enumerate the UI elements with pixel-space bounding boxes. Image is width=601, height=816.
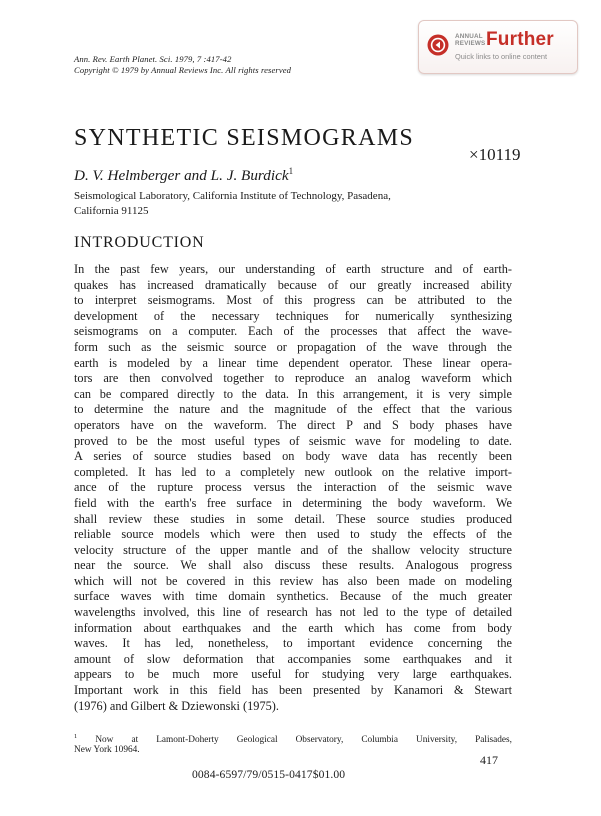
body-text-line: amount of slow deformation that accompanies some earthquakes and it xyxy=(74,651,512,666)
author-footnote-mark: 1 xyxy=(288,166,294,176)
body-text-line: operators have on the waveform. The direct P and S body phases have xyxy=(74,417,512,432)
banner-subtitle: Quick links to online content xyxy=(455,52,548,61)
reference-code: ×10119 xyxy=(469,145,521,164)
affiliation-line: Seismological Laboratory, California Institute of Technology, Pasadena, xyxy=(74,190,391,202)
body-text-line: reliable source models which were then used to study the effects of the xyxy=(74,527,512,542)
body-text-line: velocity structure of the upper mantle and of the shallow velocity structure xyxy=(74,542,512,557)
body-text-line: tors are then convolved together to reproduce an analog waveform which xyxy=(74,371,512,386)
body-text-line: earth is modeled by a linear time dependent operator. These linear opera- xyxy=(74,355,512,370)
body-text-line: near the source. We shall also discuss these results. Analogous progress xyxy=(74,558,512,573)
body-text-line: surface waves with time domain synthetics. Because of the much greater xyxy=(74,589,512,604)
body-text-line: development of the necessary techniques for numerically synthesizing xyxy=(74,308,512,323)
body-text-line: form such as the seismic source or propagation of the wave through the xyxy=(74,339,512,354)
annual-reviews-logo-icon xyxy=(427,34,449,56)
body-text-line: A series of source studies based on body wave data has recently been xyxy=(74,449,512,464)
page-number: 417 xyxy=(480,753,498,767)
body-text-line: quakes has increased dramatically because of our greatly increased ability xyxy=(74,277,512,292)
body-text-line: which will not be covered in this review has also been made on modeling xyxy=(74,573,512,588)
body-text-line: completed. It has led to a completely new outlook on the relative import- xyxy=(74,464,512,479)
body-text-line: can be compared directly to the data. In this arrangement, it is very simple xyxy=(74,386,512,401)
author-names: D. V. Helmberger and L. J. Burdick xyxy=(74,167,289,184)
body-text-line: proved to be the most useful types of seismic wave for modeling to date. xyxy=(74,433,512,448)
price-code: 0084-6597/79/0515-0417$01.00 xyxy=(192,768,346,781)
copyright-notice: Copyright © 1979 by Annual Reviews Inc. All rights reserved xyxy=(74,65,292,75)
banner-annual-text: ANNUAL xyxy=(455,33,483,40)
body-text-line: (1976) and Gilbert & Dziewonski (1975). xyxy=(74,698,279,713)
section-heading: INTRODUCTION xyxy=(74,234,205,251)
body-text-line: Important work in this field has been presented by Kanamori & Stewart xyxy=(74,683,512,698)
article-title: SYNTHETIC SEISMOGRAMS xyxy=(74,125,415,151)
footnote-line: New York 10964. xyxy=(74,745,140,755)
body-text-line: seismograms on a computer. Each of the processes that affect the wave- xyxy=(74,324,512,339)
footnote-text: Now at Lamont-Doherty Geological Observatory, Columbia University, Palisades, xyxy=(95,735,512,745)
introduction-body xyxy=(74,262,512,714)
body-text-line: waves. It has led, nonetheless, to important evidence concerning the xyxy=(74,636,512,651)
further-links-banner[interactable] xyxy=(418,20,578,74)
journal-citation: Ann. Rev. Earth Planet. Sci. 1979, 7 :417-42 xyxy=(74,54,232,64)
affiliation-line: California 91125 xyxy=(74,205,149,217)
author-line xyxy=(74,166,293,185)
body-text-line: In the past few years, our understanding of earth structure and of earth- xyxy=(74,262,512,276)
body-text-line: appears to be much more useful for studying very large earthquakes. xyxy=(74,667,512,682)
body-text-line: wavelengths involved, this line of research has not led to the type of detailed xyxy=(74,605,512,620)
body-text-line: field with the earth's free surface in determining the body waveform. We xyxy=(74,495,512,510)
banner-further-label: Further xyxy=(486,29,554,50)
footnote-mark: 1 xyxy=(74,733,78,740)
footnote-line xyxy=(74,733,512,745)
body-text-line: information about earthquakes and the earth which has come from body xyxy=(74,620,512,635)
body-text-line: shall review these studies in some detail. These source studies produced xyxy=(74,511,512,526)
body-text-line: to interpret seismograms. Most of this progress can be attributed to the xyxy=(74,293,512,308)
body-text-line: to determine the nature and the magnitude of the effect that the various xyxy=(74,402,512,417)
banner-reviews-text: REVIEWS xyxy=(455,40,486,47)
body-text-line: ance of the rupture process versus the interaction of the seismic wave xyxy=(74,480,512,495)
